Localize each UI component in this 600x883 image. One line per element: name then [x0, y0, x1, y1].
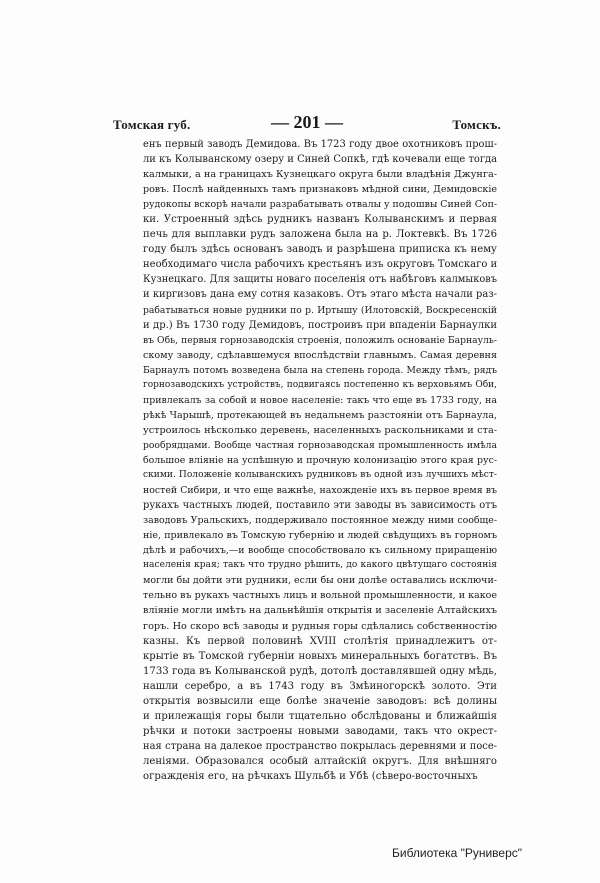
text-line: рообрядцами. Вообще частная горнозаводская промышленность имѣла: [143, 439, 497, 451]
text-line: леніями. Образовался особый алтайскій округъ. Для внѣшняго: [143, 755, 497, 767]
text-line: дѣлѣ и рабочихъ,—и вообще способствовало къ сильному приращенію: [143, 545, 497, 557]
text-line: скими. Положеніе колыванскихъ рудниковъ въ одной изъ лучшихъ мѣст-: [143, 470, 497, 481]
text-line: тельно въ рукахъ частныхъ лицъ и вольной промышленности, и какое: [143, 590, 497, 602]
header-province: Томская губ.: [113, 117, 191, 132]
text-line: ровъ. Послѣ найденныхъ тамъ признаковъ мѣдной сини, Демидовскіе: [143, 184, 497, 196]
text-line: ная страна на далекое пространство покрылась деревнями и посе-: [143, 740, 497, 752]
text-line: устроилось нѣсколько деревень, населенныхъ раскольниками и ста-: [143, 424, 497, 436]
text-line: калмыки, а на границахъ Кузнецкаго округа были владѣнія Джунга-: [143, 169, 497, 181]
text-line: огражденія его, на рѣчкахъ Шульбѣ и Убѣ (сѣверо-восточныхъ: [143, 770, 478, 782]
text-line: и др.) Въ 1730 году Демидовъ, построивъ при впаденіи Барнаулки: [143, 319, 497, 331]
text-line: горнозаводскихъ устройствъ, подвигаясь постепенно къ верховьямъ Оби,: [143, 379, 497, 390]
header-city: Томскъ.: [452, 117, 501, 132]
body-text: [143, 137, 497, 784]
text-line: большое вліяніе на успѣшную и прочную колонизацію этого края рус-: [143, 454, 497, 466]
text-line: ли къ Колыванскому озеру и Синей Сопкѣ, гдѣ кочевали еще тогда: [143, 154, 497, 166]
text-line: привлекалъ за собой и новое населеніе: такъ что еще въ 1733 году, на: [143, 394, 497, 406]
text-line: рѣкѣ Чарышѣ, протекающей въ недальнемъ разстояніи отъ Барнаула,: [143, 409, 497, 421]
running-header: [113, 112, 501, 134]
text-line: рудокопы вскорѣ начали разрабатывать отвалы у подошвы Синей Соп-: [143, 199, 497, 211]
library-watermark: Библиотека "Руниверс": [392, 846, 523, 860]
text-line: горъ. Но скоро всѣ заводы и рудныя горы сдѣлались собственностію: [143, 620, 497, 632]
text-line: ки. Устроенный здѣсь рудникъ названъ Колыванскимъ и первая: [143, 214, 497, 226]
text-line: 1733 года въ Колыванской рудѣ, дотолѣ доставлявшей одну мѣдь,: [143, 665, 497, 677]
text-line: заводовъ Уральскихъ, поддерживало постоянное между ними сообще-: [143, 515, 497, 527]
text-line: вліяніе могли имѣть на дальнѣйшія открытія и заселеніе Алтайскихъ: [143, 605, 497, 617]
text-line: ніе, привлекало въ Томскую губернію и людей свѣдущихъ въ горномъ: [143, 530, 497, 542]
text-line: скому заводу, сдѣлавшемуся впослѣдствіи главнымъ. Самая деревня: [143, 349, 497, 361]
text-line: казны. Къ первой половинѣ XVIII столѣтія принадлежитъ от-: [143, 635, 497, 647]
text-line: печь для выплавки рудъ заложена была на р. Локтевкѣ. Въ 1726: [143, 229, 497, 241]
text-line: крытіе въ Томской губерніи новыхъ минеральныхъ богатствъ. Въ: [143, 650, 497, 662]
text-line: Барнаулъ потомъ возведена была на степень города. Между тѣмъ, рядъ: [143, 364, 497, 376]
text-line: ностей Сибири, и что еще важнѣе, нахожденіе ихъ въ первое время въ: [143, 485, 497, 497]
text-line: нашли серебро, а въ 1743 году въ Змѣиногорскѣ золото. Эти: [143, 680, 497, 692]
text-line: въ Обь, первыя горнозаводскія строенія, положилъ основаніе Барнауль-: [143, 334, 497, 346]
text-line: году былъ здѣсь основанъ заводъ и разрѣшена приписка къ нему: [143, 244, 497, 256]
text-line: енъ первый заводъ Демидова. Въ 1723 году двое охотниковъ прош-: [143, 139, 497, 150]
text-line: населенія края; такъ что трудно рѣшить, до какого цвѣтущаго состоянія: [143, 560, 497, 571]
text-line: и киргизовъ дана ему сотня казаковъ. Отъ этаго мѣста начали раз-: [143, 289, 497, 301]
text-line: открытія возвысили еще болѣе значеніе заводовъ: всѣ долины: [143, 695, 497, 707]
text-line: Кузнецкаго. Для защиты новаго поселенія отъ набѣговъ калмыковъ: [143, 274, 497, 286]
text-line: рѣчки и потоки застроены новыми заводами, такъ что окрест-: [143, 725, 497, 737]
text-line: могли бы дойти эти рудники, если бы они долѣе оставались исключи-: [143, 575, 497, 587]
text-line: рукахъ частныхъ людей, поставило эти заводы въ зависимость отъ: [143, 500, 497, 512]
text-line: и прилежащія горы были тщательно обслѣдованы и ближайшія: [143, 710, 497, 722]
page-number: — 201 —: [271, 112, 343, 132]
text-line: необходимаго числа рабочихъ крестьянъ изъ округовъ Томскаго и: [143, 259, 498, 271]
text-line: рабатываться новые рудники по р. Иртышу (Илотовскій, Воскресенскій: [143, 304, 497, 316]
